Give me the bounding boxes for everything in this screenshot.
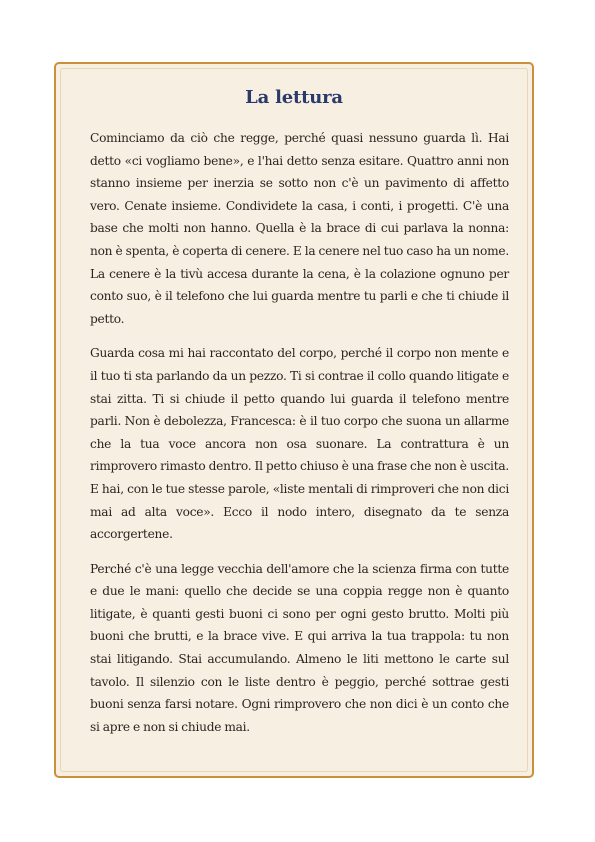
reading-body xyxy=(90,127,509,750)
page-title: La lettura xyxy=(245,87,343,108)
paragraph-1: Cominciamo da ciò che regge, perché quasi nessuno guarda lì. Hai detto «ci vogliamo bene», e l'hai detto senza esitare. Quattro anni non stanno insieme per inerzia se sotto non c'è un pavimento di affetto vero. Cenate insieme. Condividete la casa, i conti, i progetti. C'è una base che molti non hanno. Quella è la brace di cui parlava la nonna: non è spenta, è coperta di cenere. E la cenere nel tuo caso ha un nome. La cenere è la tivù accesa durante la cena, è la colazione ognuno per conto suo, è il telefono che lui guarda mentre tu parli e che ti chiude il petto. xyxy=(90,131,509,326)
paragraph-2: Guarda cosa mi hai raccontato del corpo, perché il corpo non mente e il tuo ti sta parlando da un pezzo. Ti si contrae il collo quando litigate e stai zitta. Ti si chiude il petto quando lui guarda il telefono mentre parli. Non è debolezza, Francesca: è il tuo corpo che suona un allarme che la tua voce ancora non osa suonare. La contrattura è un rimprovero rimasto dentro. Il petto chiuso è una frase che non è uscita. E hai, con le tue stesse parole, «liste mentali di rimproveri che non dici mai ad alta voce». Ecco il nodo intero, disegnato da te senza accorgertene. xyxy=(90,346,509,542)
reading-card xyxy=(54,62,534,778)
paragraph-3: Perché c'è una legge vecchia dell'amore che la scienza firma con tutte e due le mani: quello che decide se una coppia regge non è quanto litigate, è quanti gesti buoni ci sono per ogni gesto brutto. Molti più buoni che brutti, e la brace vive. E qui arriva la tua trappola: tu non stai litigando. Stai accumulando. Almeno le liti mettono le carte sul tavolo. Il silenzio con le liste dentro è peggio, perché sottrae gesti buoni senza farsi notare. Ogni rimprovero che non dici è un conto che si apre e non si chiude mai. xyxy=(90,561,509,734)
